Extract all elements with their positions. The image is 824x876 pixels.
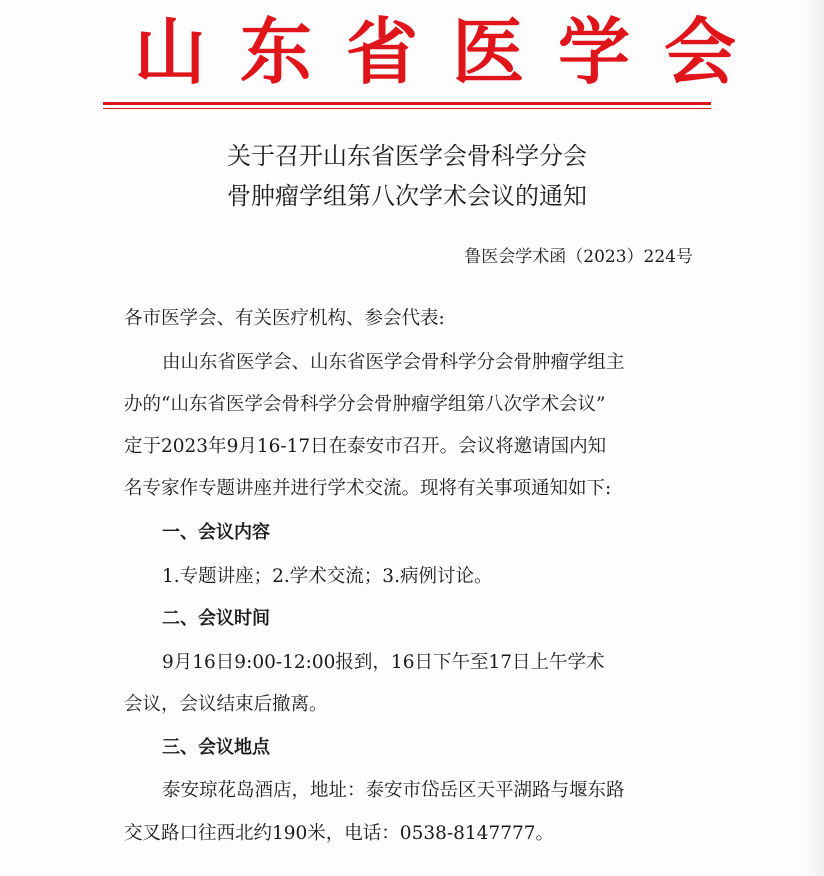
document-number: 鲁医会学术函（2023）224号 xyxy=(464,247,693,267)
intro-line-1: 由山东省医学会、山东省医学会骨科学分会骨肿瘤学组主 xyxy=(162,352,625,373)
intro-line-3: 定于2023年9月16-17日在泰安市召开。会议将邀请国内知 xyxy=(124,436,607,457)
scan-edge-shadow xyxy=(804,0,824,876)
section-time-line-2: 会议，会议结束后撤离。 xyxy=(124,694,328,715)
section-heading-content: 一、会议内容 xyxy=(162,522,270,543)
section-time-line-1: 9月16日9:00-12:00报到，16日下午至17日上午学术 xyxy=(162,652,605,673)
letterhead-org-name: 山东省医学会 xyxy=(134,10,771,94)
section-heading-time: 二、会议时间 xyxy=(162,608,270,629)
section-content-line-1: 1.专题讲座；2.学术交流；3.病例讨论。 xyxy=(162,566,493,587)
section-location-line-1: 泰安琼花岛酒店，地址：泰安市岱岳区天平湖路与堰东路 xyxy=(162,780,625,801)
section-location-line-2: 交叉路口往西北约190米，电话：0538-8147777。 xyxy=(124,823,555,844)
section-heading-location: 三、会议地点 xyxy=(162,737,270,758)
notice-title-line-2: 骨肿瘤学组第八次学术会议的通知 xyxy=(227,182,587,210)
intro-line-2: 办的“山东省医学会骨科学分会骨肿瘤学组第八次学术会议” xyxy=(124,394,606,415)
letterhead-red-rule xyxy=(103,102,711,105)
notice-title-line-1: 关于召开山东省医学会骨科学分会 xyxy=(227,142,587,170)
salutation: 各市医学会、有关医疗机构、参会代表: xyxy=(124,308,445,329)
intro-line-4: 名专家作专题讲座并进行学术交流。现将有关事项通知如下: xyxy=(124,478,612,499)
letterhead-red-rule-thin xyxy=(103,108,711,109)
